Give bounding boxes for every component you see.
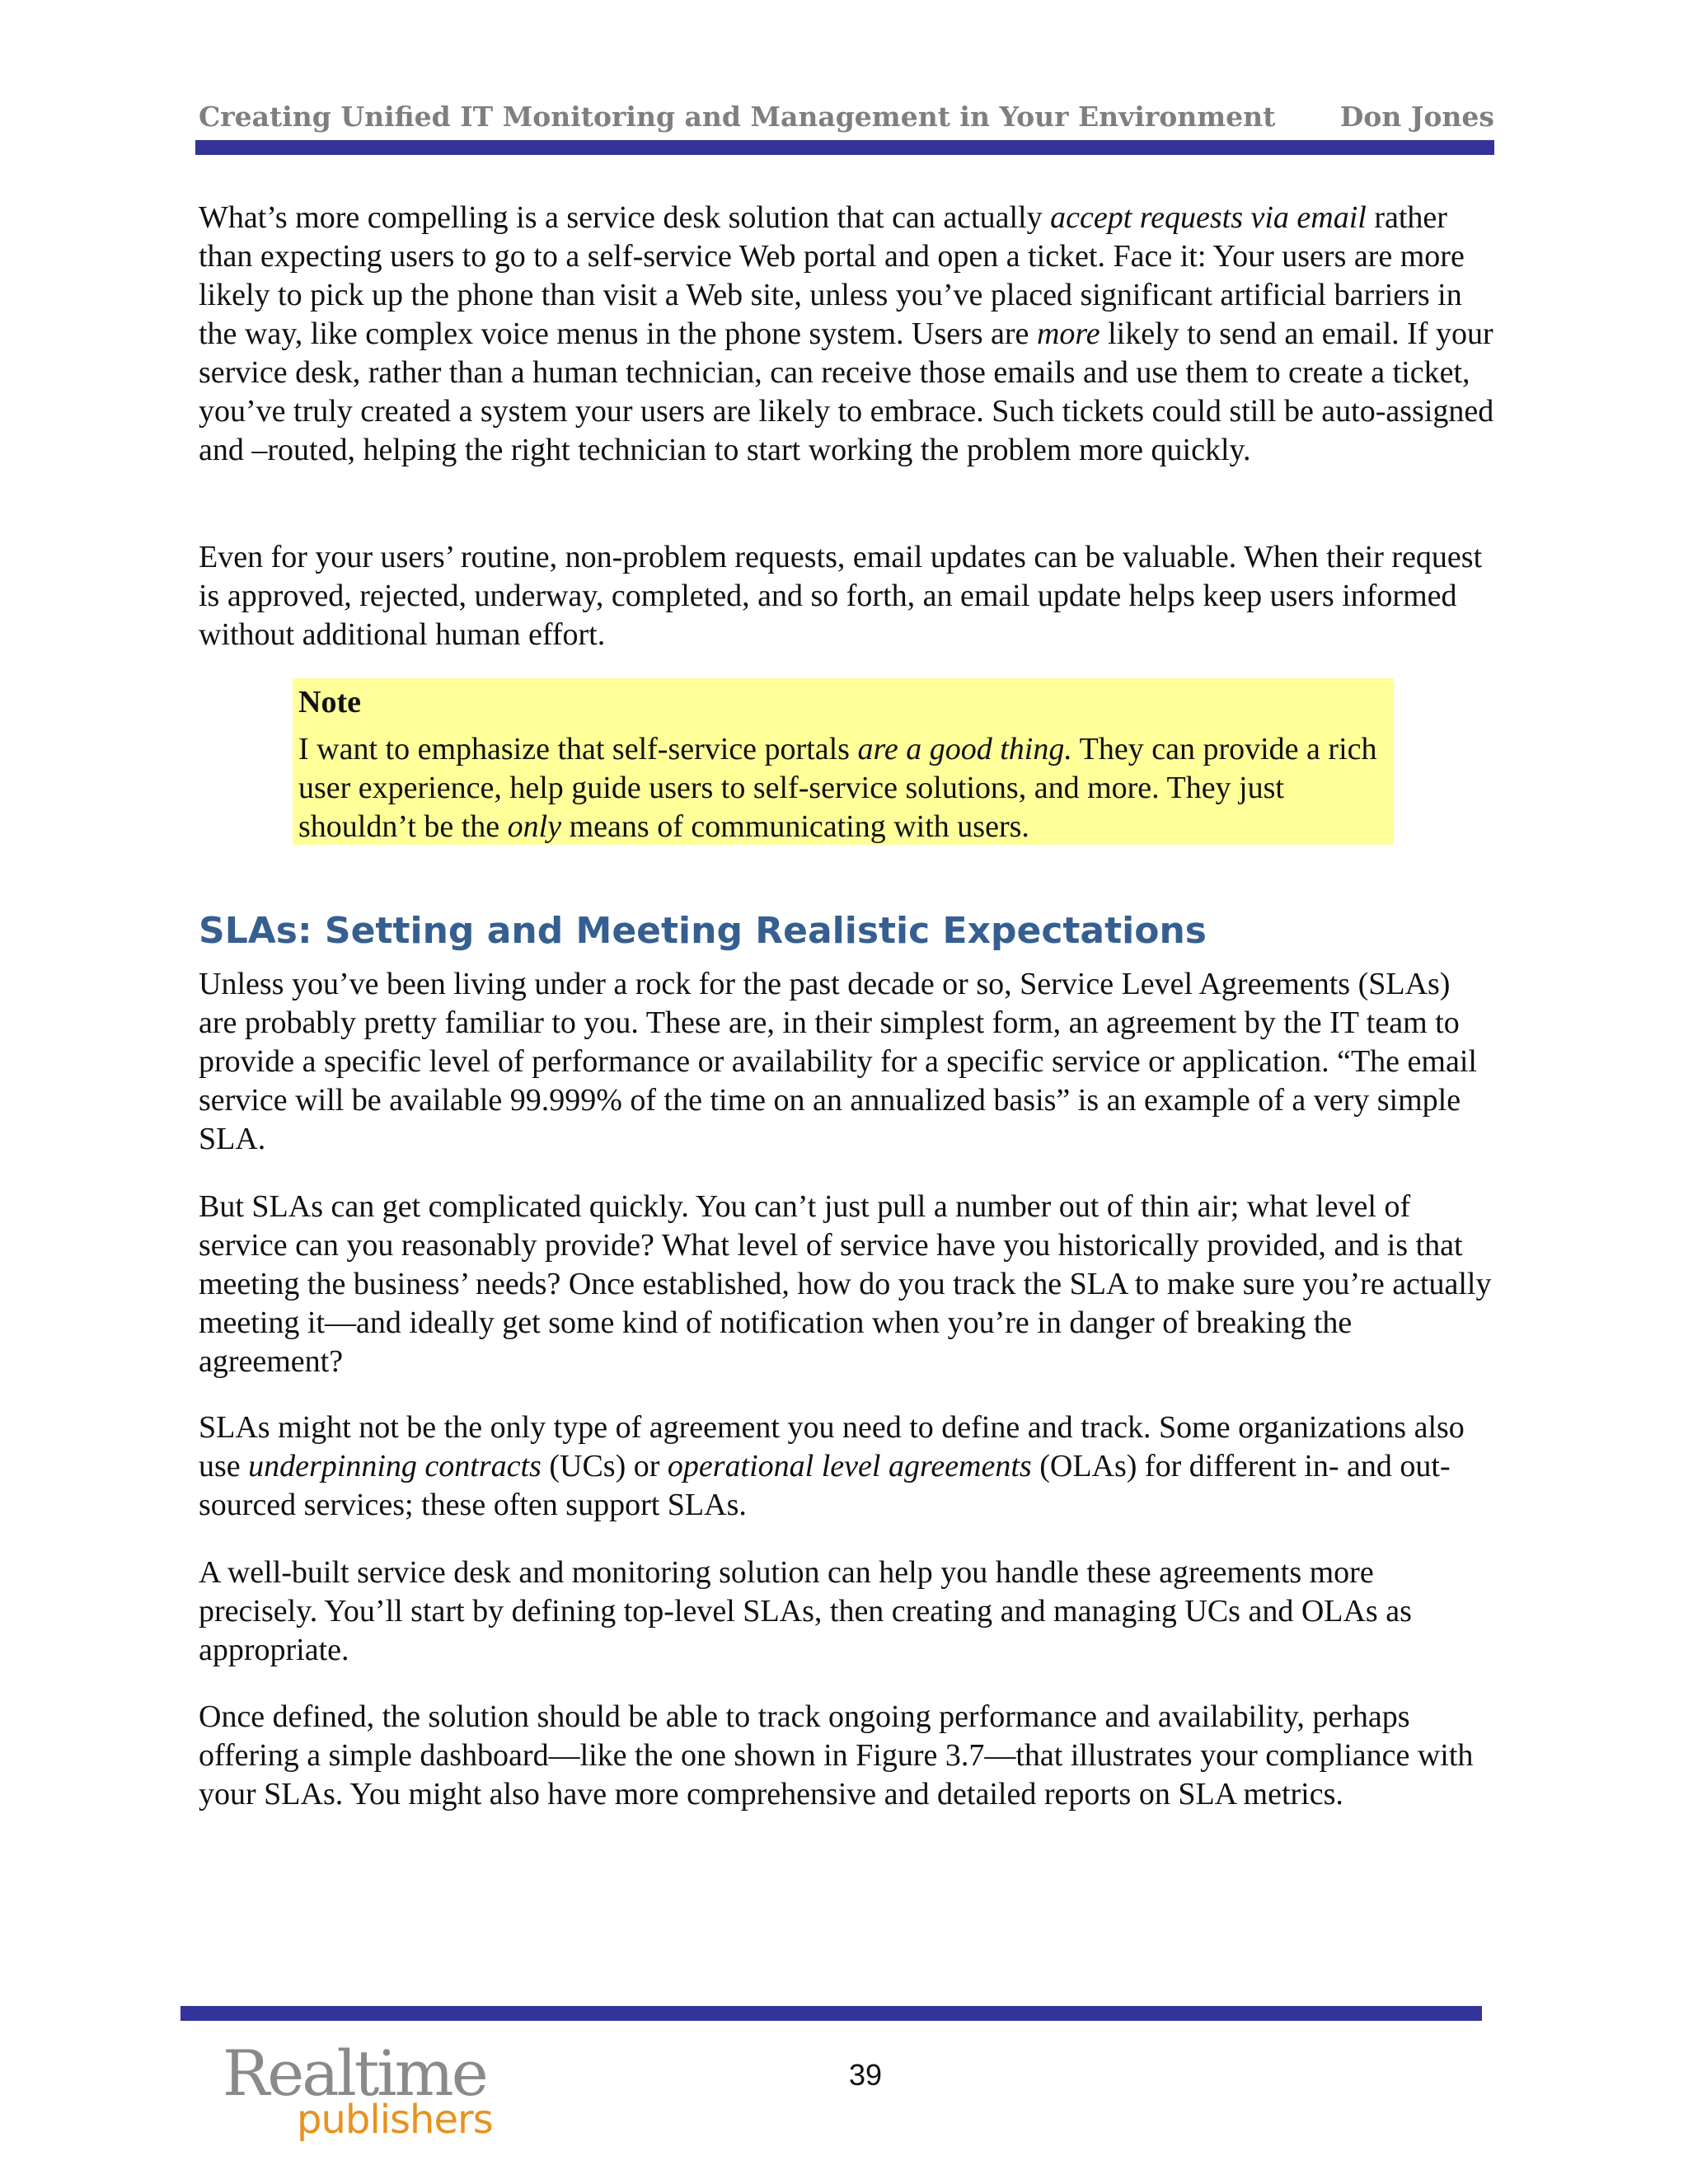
note-box xyxy=(293,678,1394,845)
paragraph-dashboard xyxy=(199,1698,1494,1814)
paragraph-text: But SLAs can get complicated quickly. You can’t just pull a number out of thin air; what level of service can you reasonably provide? What level of service have you historically provided, and is that meeting the business’ needs? Once established, how do you track the SLA to make sure you’re actually meeting it—and ideally get some kind of notification when you’re in danger of breaking the agreement? xyxy=(199,1189,1492,1379)
emphasis-text: more xyxy=(1036,316,1100,351)
text-run: (UCs) or xyxy=(541,1449,668,1483)
text-run: rather than expecting users to go to a self-service Web portal and open a ticket. Face it: Your users are more likely to pick up the phone than visit a Web site, unless you’ve placed significant artificial barriers in the way, like complex voice menus in the phone system. Users are xyxy=(199,200,1465,351)
page-number: 39 xyxy=(848,2058,883,2092)
paragraph-sla-complicated xyxy=(199,1188,1494,1381)
paragraph-text: Unless you’ve been living under a rock for the past decade or so, Service Level Agreements (SLAs) are probably pretty familiar to you. These are, in their simplest form, an agreement by the IT team to provide a specific level of performance or availability for a specific service or application. “The email service will be available 99.999% of the time on an annualized basis” is an example of a very simple SLA. xyxy=(199,967,1477,1156)
text-run: They can provide a rich user experience, help guide users to self-service solutions, and more. They just shouldn’t be the xyxy=(298,732,1377,844)
paragraph-text: A well-built service desk and monitoring solution can help you handle these agreements more precisely. You’ll start by defining top-level SLAs, then creating and managing UCs and OLAs as appropriate. xyxy=(199,1555,1412,1667)
logo-wordmark-top: Realtime xyxy=(223,2036,486,2110)
emphasis-text: are a good thing. xyxy=(857,732,1072,766)
note-body xyxy=(298,730,1388,846)
text-run: (OLAs) for different in- and out-sourced services; these often support SLAs. xyxy=(199,1449,1451,1522)
text-run: means of communicating with users. xyxy=(561,809,1029,844)
note-title: Note xyxy=(298,685,361,719)
emphasis-text: underpinning contracts xyxy=(248,1449,542,1483)
text-run: What’s more compelling is a service desk solution that can actually xyxy=(199,200,1051,235)
paragraph-agreement-types xyxy=(199,1408,1494,1525)
section-heading: SLAs: Setting and Meeting Realistic Expectations xyxy=(199,910,1207,952)
text-run: I want to emphasize that self-service portals xyxy=(298,732,858,766)
text-run: likely to send an email. If your service desk, rather than a human technician, can receive those emails and use them to create a ticket, you’ve truly created a system your users are likely to embrace. Such tickets could still be auto-assigned and –routed, helping the right technician to start working the problem more quickly. xyxy=(199,316,1494,467)
paragraph-service-desk xyxy=(199,1554,1494,1670)
realtime-publishers-logo xyxy=(223,2036,493,2149)
paragraph-text: Once defined, the solution should be able to track ongoing performance and availability, perhaps offering a simple dashboard—like the one shown in Figure 3.7—that illustrates your compliance with your SLAs. You might also have more comprehensive and detailed reports on SLA metrics. xyxy=(199,1699,1474,1811)
document-title: Creating Unified IT Monitoring and Management in Your Environment xyxy=(199,101,1276,133)
running-header xyxy=(199,96,1494,137)
author-name: Don Jones xyxy=(1339,101,1494,133)
emphasis-text: accept requests via email xyxy=(1050,200,1367,235)
emphasis-text: operational level agreements xyxy=(667,1449,1032,1483)
logo-wordmark-bottom: publishers xyxy=(297,2097,493,2143)
paragraph-email-requests xyxy=(199,199,1494,470)
text-run: SLAs might not be the only type of agreement you need to define and track. Some organizations also use xyxy=(199,1410,1465,1483)
emphasis-text: only xyxy=(507,809,562,844)
header-rule xyxy=(195,140,1494,155)
footer-rule xyxy=(181,2006,1482,2021)
paragraph-text: Even for your users’ routine, non-problem requests, email updates can be valuable. When their request is approved, rejected, underway, completed, and so forth, an email update helps keep users informed without additional human effort. xyxy=(199,540,1483,652)
paragraph-sla-intro xyxy=(199,965,1494,1159)
paragraph-email-updates xyxy=(199,538,1494,654)
